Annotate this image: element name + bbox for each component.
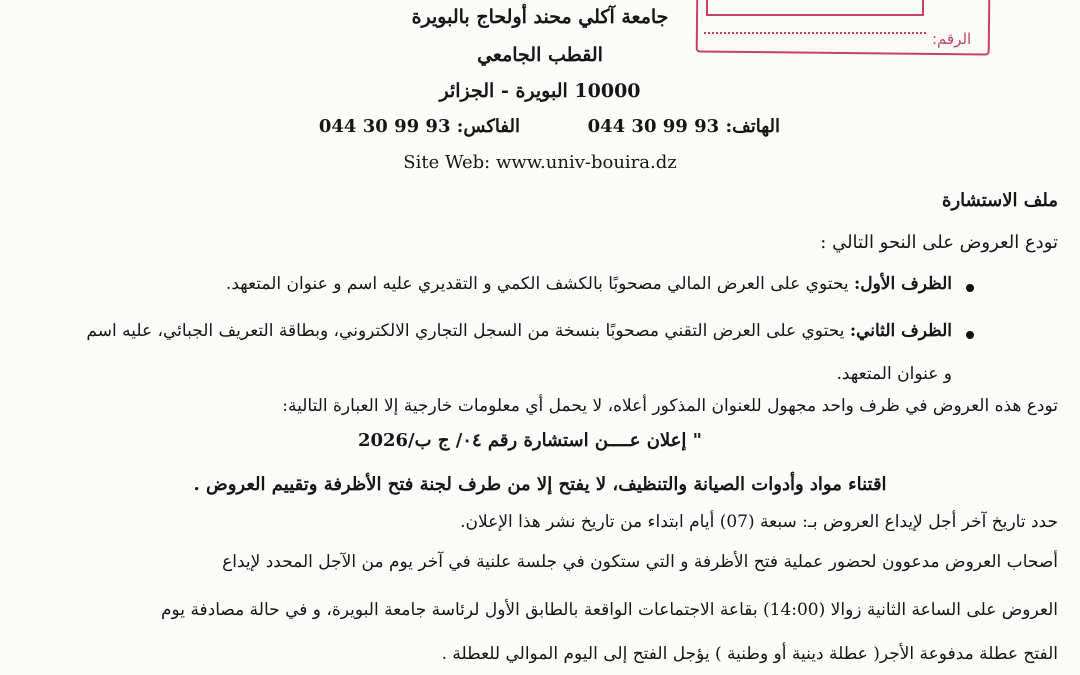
announcement-title: " إعلان عــــن استشارة رقم ٠٤/ ج ب/2026 bbox=[357, 430, 703, 451]
university-name: جامعة آكلي محند أولحاج بالبويرة bbox=[411, 6, 669, 28]
deadline-line: حدد تاريخ آخر أجل لإيداع العروض بـ: سبعة (07) أيام ابتداء من تاريخ نشر هذا الإعلان. bbox=[460, 512, 1058, 532]
bullet-text: يحتوي على العرض التقني مصحوبًا بنسخة من السجل التجاري الالكتروني، وبطاقة التعريف الجبائي، عليه اسم bbox=[86, 321, 850, 341]
bullet-text-continuation: و عنوان المتعهد. bbox=[836, 364, 952, 384]
bullet-dot bbox=[966, 331, 974, 339]
fax-number: الفاكس: 93 99 30 044 bbox=[318, 116, 520, 137]
paragraph-line: أصحاب العروض مدعوون لحضور عملية فتح الأظرفة و التي ستكون في جلسة علنية في آخر يوم من الآجل المحدد لإيداع bbox=[222, 552, 1058, 572]
section-title: ملف الاستشارة bbox=[942, 190, 1058, 211]
university-address: 10000 البويرة - الجزائر bbox=[439, 80, 641, 102]
bullet-item-first-envelope bbox=[226, 274, 952, 294]
university-pole: القطب الجامعي bbox=[477, 44, 603, 66]
paragraph-line: العروض على الساعة الثانية زوالا (14:00) بقاعة الاجتماعات الواقعة بالطابق الأول لرئاسة جامعة البويرة، و في حالة مصادفة يوم bbox=[161, 600, 1058, 620]
stamp-dotted-line bbox=[704, 32, 926, 34]
stamp-inner-box bbox=[706, 0, 924, 16]
consultation-subject: اقتناء مواد وأدوات الصيانة والتنظيف، لا يفتح إلا من طرف لجنة فتح الأظرفة وتقييم العروض . bbox=[193, 474, 887, 495]
bullet-dot bbox=[966, 284, 974, 292]
intro-line: تودع العروض على النحو التالي : bbox=[820, 232, 1058, 253]
bullet-label: الظرف الثاني: bbox=[849, 321, 952, 341]
phone-number: الهاتف: 93 99 30 044 bbox=[587, 116, 780, 137]
paragraph-line: الفتح عطلة مدفوعة الأجر( عطلة دينية أو وطنية ) يؤجل الفتح إلى اليوم الموالي للعطلة . bbox=[441, 644, 1058, 664]
website[interactable]: Site Web: www.univ-bouira.dz bbox=[403, 152, 677, 173]
bullet-label: الظرف الأول: bbox=[853, 274, 952, 294]
bullet-item-second-envelope bbox=[86, 321, 952, 341]
deposit-note: تودع هذه العروض في ظرف واحد مجهول للعنوان المذكور أعلاه، لا يحمل أي معلومات خارجية إلا العبارة التالية: bbox=[282, 396, 1058, 416]
stamp-number-label: الرقم: bbox=[932, 30, 972, 48]
bullet-text: يحتوي على العرض المالي مصحوبًا بالكشف الكمي و التقديري عليه اسم و عنوان المتعهد. bbox=[225, 274, 854, 294]
